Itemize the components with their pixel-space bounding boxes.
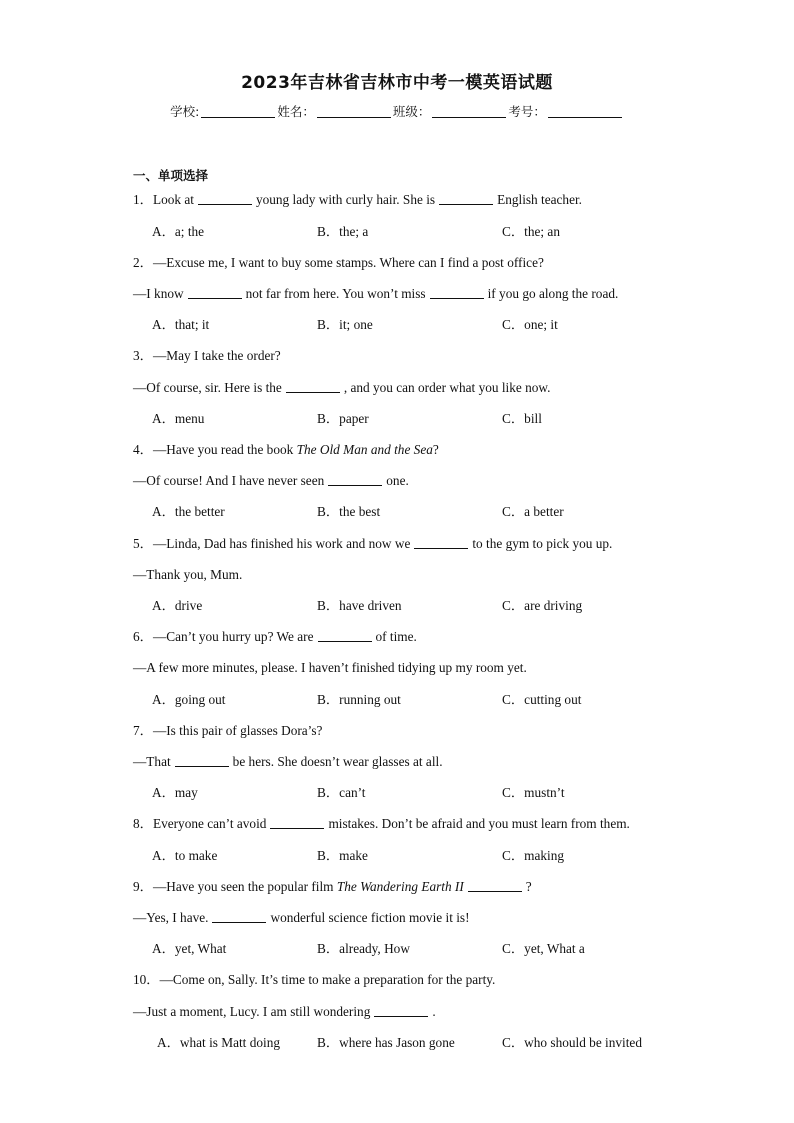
question-text: young lady with curly hair. She is <box>255 192 436 207</box>
question-4 <box>133 442 439 458</box>
question-number: 4． <box>133 442 153 457</box>
option-c: C．are driving <box>502 598 583 613</box>
question-text: ? <box>525 879 532 894</box>
class-label: 班级： <box>392 104 431 119</box>
number-blank <box>548 105 622 118</box>
question-2-reply <box>133 286 618 302</box>
question-number: 8． <box>133 816 153 831</box>
name-label: 姓名： <box>277 104 315 119</box>
option-c: C．cutting out <box>502 692 582 707</box>
answer-blank <box>318 630 372 642</box>
question-number: 1． <box>133 192 153 207</box>
class-blank <box>432 105 506 118</box>
answer-blank <box>286 381 340 393</box>
option-a: A．a; the <box>152 224 205 239</box>
option-b: B．paper <box>317 411 369 426</box>
question-9 <box>133 879 532 895</box>
question-text: one. <box>386 473 409 488</box>
question-text: , and you can order what you like now. <box>343 380 551 395</box>
option-c: C．making <box>502 848 565 863</box>
option-a: A．menu <box>152 411 205 426</box>
question-text: Look at <box>152 192 194 207</box>
question-7-reply <box>133 754 443 770</box>
option-a: A．yet, What <box>152 941 227 956</box>
question-6 <box>133 629 417 645</box>
option-c: C．bill <box>502 411 542 426</box>
option-c: C．yet, What a <box>502 941 585 956</box>
option-c: C．one; it <box>502 317 558 332</box>
answer-blank <box>468 880 522 892</box>
question-8 <box>133 816 630 832</box>
answer-blank <box>198 193 252 205</box>
question-text: —Is this pair of glasses Dora’s? <box>152 723 323 738</box>
option-a: A．that; it <box>152 317 210 332</box>
book-title: The Old Man and the Sea <box>296 442 433 457</box>
question-10-reply <box>133 1004 436 1020</box>
question-text: —Yes, I have. <box>133 910 209 925</box>
question-6-reply: —A few more minutes, please. I haven’t finished tidying up my room yet. <box>133 660 527 675</box>
question-text: —Of course, sir. Here is the <box>133 380 282 395</box>
answer-blank <box>270 817 324 829</box>
question-text: not far from here. You won’t miss <box>245 286 426 301</box>
question-text: to the gym to pick you up. <box>472 536 613 551</box>
answer-blank <box>328 474 382 486</box>
option-b: B．have driven <box>317 598 402 613</box>
question-text: —I know <box>133 286 184 301</box>
option-b: B．the best <box>317 504 381 519</box>
question-text: —Linda, Dad has finished his work and now we <box>152 536 411 551</box>
question-text: if you go along the road. <box>487 286 619 301</box>
question-text: —May I take the order? <box>152 348 281 363</box>
question-4-reply <box>133 473 409 489</box>
question-10 <box>133 972 495 988</box>
question-text: —Have you seen the popular film <box>152 879 334 894</box>
question-9-reply <box>133 910 470 926</box>
answer-blank <box>374 1005 428 1017</box>
option-b: B．already, How <box>317 941 410 956</box>
question-text: of time. <box>375 629 417 644</box>
answer-blank <box>175 755 229 767</box>
option-c: C．the; an <box>502 224 560 239</box>
question-3 <box>133 348 281 364</box>
question-7 <box>133 723 322 739</box>
answer-blank <box>212 911 266 923</box>
question-number: 5． <box>133 536 153 551</box>
question-text: —That <box>133 754 171 769</box>
school-blank <box>201 105 275 118</box>
question-3-reply <box>133 380 550 396</box>
question-text: ? <box>432 442 439 457</box>
question-2 <box>133 255 544 271</box>
question-text: be hers. She doesn’t wear glasses at all. <box>232 754 443 769</box>
question-text: English teacher. <box>497 192 583 207</box>
page-title: 2023年吉林省吉林市中考一模英语试题 <box>241 73 553 93</box>
question-number: 9． <box>133 879 153 894</box>
question-text: —Can’t you hurry up? We are <box>152 629 314 644</box>
option-a: A．going out <box>152 692 226 707</box>
question-text: —Of course! And I have never seen <box>133 473 325 488</box>
answer-blank <box>439 193 493 205</box>
number-label: 考号： <box>508 104 546 119</box>
question-number: 6． <box>133 629 153 644</box>
name-blank <box>317 105 391 118</box>
question-text: wonderful science fiction movie it is! <box>270 910 470 925</box>
question-number: 10． <box>133 972 160 987</box>
question-5-reply: —Thank you, Mum. <box>133 567 243 582</box>
option-a: A．what is Matt doing <box>157 1035 280 1050</box>
option-b: B．running out <box>317 692 401 707</box>
question-number: 2． <box>133 255 153 270</box>
option-b: B．where has Jason gone <box>317 1035 455 1050</box>
question-text: —Excuse me, I want to buy some stamps. Where can I find a post office? <box>152 255 544 270</box>
film-title: The Wandering Earth II <box>336 879 464 894</box>
answer-blank <box>188 287 242 299</box>
option-a: A．drive <box>152 598 203 613</box>
school-label: 学校: <box>170 104 200 119</box>
question-5 <box>133 536 612 552</box>
question-number: 3． <box>133 348 153 363</box>
student-info-line <box>0 102 794 120</box>
question-number: 7． <box>133 723 153 738</box>
question-text: mistakes. Don’t be afraid and you must learn from them. <box>328 816 630 831</box>
option-c: C．who should be invited <box>502 1035 642 1050</box>
option-a: A．the better <box>152 504 225 519</box>
answer-blank <box>430 287 484 299</box>
option-b: B．it; one <box>317 317 373 332</box>
question-text: . <box>432 1004 436 1019</box>
question-text: —Just a moment, Lucy. I am still wondering <box>133 1004 371 1019</box>
option-c: C．mustn’t <box>502 785 565 800</box>
option-a: A．may <box>152 785 198 800</box>
question-text: Everyone can’t avoid <box>152 816 267 831</box>
option-b: B．the; a <box>317 224 369 239</box>
answer-blank <box>414 537 468 549</box>
option-b: B．can’t <box>317 785 366 800</box>
question-text: —Have you read the book <box>152 442 294 457</box>
option-b: B．make <box>317 848 368 863</box>
option-c: C．a better <box>502 504 564 519</box>
question-1 <box>133 192 582 208</box>
option-a: A．to make <box>152 848 218 863</box>
section-heading: 一、单项选择 <box>133 168 209 183</box>
question-text: —Come on, Sally. It’s time to make a preparation for the party. <box>159 972 496 987</box>
